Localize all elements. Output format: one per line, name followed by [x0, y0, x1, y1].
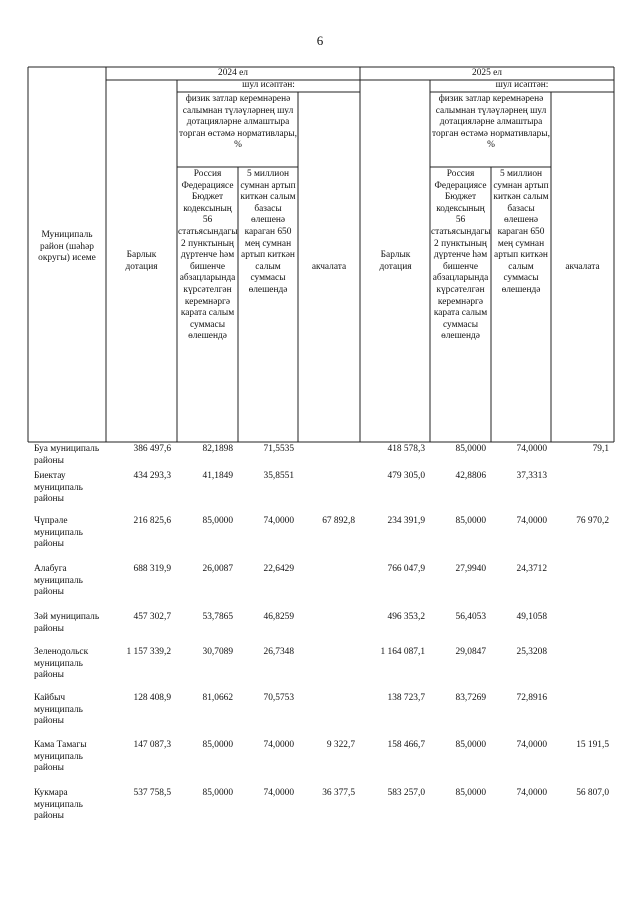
- district-name: Зәй муниципаль районы: [34, 612, 100, 634]
- total-2025: 1 164 087,1: [380, 647, 425, 657]
- district-name: Кукмара муниципаль районы: [34, 788, 83, 822]
- rf-2025: 85,0000: [455, 788, 486, 798]
- district-name: Алабуга муниципаль районы: [34, 564, 83, 598]
- normatives-2025-header: физик затлар керемнәренә салымнан түләүләрнең шул дотацияләрне алмаштыра торган өстәмә нормативлары, %: [432, 94, 550, 151]
- district-name: Буа муниципаль районы: [34, 444, 100, 466]
- normatives-2024-header: физик затлар керемнәренә салымнан түләүләрнең шул дотацияләрне алмаштыра торган өстәмә нормативлары, %: [179, 94, 297, 151]
- rf-2025: 56,4053: [455, 612, 486, 622]
- total-2024: 128 408,9: [133, 693, 171, 703]
- cash-2025: 79,1: [592, 444, 609, 454]
- rf-2025: 27,9940: [455, 564, 486, 574]
- rf-2025: 29,0847: [455, 647, 486, 657]
- year-2025-header: 2025 ел: [472, 68, 502, 78]
- m5-2025: 74,0000: [516, 788, 547, 798]
- m5-2025: 49,1058: [516, 612, 547, 622]
- m5-2025: 25,3208: [516, 647, 547, 657]
- rf-2025: 85,0000: [455, 444, 486, 454]
- rf-2024: 41,1849: [202, 471, 233, 481]
- total-2025: 766 047,9: [387, 564, 425, 574]
- total-2025-header: Барлык дотация: [379, 250, 412, 272]
- m5-2025: 74,0000: [516, 740, 547, 750]
- m5-2024: 74,0000: [263, 516, 294, 526]
- m5-2025: 74,0000: [516, 444, 547, 454]
- total-2024: 688 319,9: [133, 564, 171, 574]
- total-2024: 147 087,3: [133, 740, 171, 750]
- 5m-base-2025-header: 5 миллион сумнан артып киткән салым базасы өлешенә караган 650 мең сумнан артып киткән салым суммасы өлешендә: [493, 169, 549, 295]
- rf-2024: 81,0662: [202, 693, 233, 703]
- m5-2025: 74,0000: [516, 516, 547, 526]
- year-2024-header: 2024 ел: [218, 68, 248, 78]
- total-2025: 479 305,0: [387, 471, 425, 481]
- total-2025: 158 466,7: [387, 740, 425, 750]
- total-2024: 434 293,3: [133, 471, 171, 481]
- district-name: Чүпрәле муниципаль районы: [34, 516, 83, 550]
- m5-2024: 22,6429: [263, 564, 294, 574]
- district-name: Кама Тамагы муниципаль районы: [34, 740, 87, 774]
- total-2025: 418 578,3: [387, 444, 425, 454]
- m5-2024: 74,0000: [263, 740, 294, 750]
- rf-budget-code-2025-header: Россия Федерациясе Бюджет кодексының 56 статьясындагы 2 пунктының дүртенче һәм бишенче абзацларында күрсәтелгән керемнәргә карата салым суммасы өлешендә: [431, 169, 491, 342]
- total-2024: 1 157 339,2: [126, 647, 171, 657]
- total-2024: 537 758,5: [133, 788, 171, 798]
- total-2024-header: Барлык дотация: [125, 250, 158, 272]
- rf-budget-code-2024-header: Россия Федерациясе Бюджет кодексының 56 статьясындагы 2 пунктының дүртенче һәм бишенче абзацларында күрсәтелгән керемнәргә карата салым суммасы өлешендә: [178, 169, 238, 342]
- district-name: Зеленодольск муниципаль районы: [34, 647, 89, 681]
- rf-2025: 42,8806: [455, 471, 486, 481]
- rf-2024: 26,0087: [202, 564, 233, 574]
- cash-2025: 15 191,5: [576, 740, 609, 750]
- cash-2024-header: акчалата: [311, 262, 347, 272]
- including-2024: шул исәптән:: [242, 80, 295, 90]
- total-2025: 496 353,2: [387, 612, 425, 622]
- total-2024: 216 825,6: [133, 516, 171, 526]
- cash-2024: 36 377,5: [322, 788, 355, 798]
- rf-2025: 83,7269: [455, 693, 486, 703]
- m5-2024: 46,8259: [263, 612, 294, 622]
- district-column-header: Муниципаль район (шәһәр округы) исеме: [38, 230, 96, 264]
- rf-2024: 53,7865: [202, 612, 233, 622]
- cash-2025: 76 970,2: [576, 516, 609, 526]
- m5-2024: 35,8551: [263, 471, 294, 481]
- 5m-base-2024-header: 5 миллион сумнан артып киткән салым базасы өлешенә караган 650 мең сумнан артып киткән салым суммасы өлешендә: [240, 169, 296, 295]
- total-2025: 138 723,7: [387, 693, 425, 703]
- cash-2024: 9 322,7: [326, 740, 355, 750]
- total-2025: 234 391,9: [387, 516, 425, 526]
- total-2025: 583 257,0: [387, 788, 425, 798]
- cash-2025: 56 807,0: [576, 788, 609, 798]
- m5-2024: 74,0000: [263, 788, 294, 798]
- total-2024: 457 302,7: [133, 612, 171, 622]
- rf-2024: 85,0000: [202, 788, 233, 798]
- rf-2024: 85,0000: [202, 740, 233, 750]
- district-name: Биектау муниципаль районы: [34, 471, 83, 505]
- m5-2024: 26,7348: [263, 647, 294, 657]
- m5-2025: 72,8916: [516, 693, 547, 703]
- page-number: 6: [316, 33, 324, 48]
- m5-2025: 24,3712: [516, 564, 547, 574]
- cash-2024: 67 892,8: [322, 516, 355, 526]
- total-2024: 386 497,6: [133, 444, 171, 454]
- rf-2024: 85,0000: [202, 516, 233, 526]
- m5-2024: 71,5535: [263, 444, 294, 454]
- including-2025: шул исәптән:: [495, 80, 549, 90]
- m5-2025: 37,3313: [516, 471, 547, 481]
- rf-2025: 85,0000: [455, 516, 486, 526]
- district-name: Кайбыч муниципаль районы: [34, 693, 83, 727]
- rf-2024: 30,7089: [202, 647, 233, 657]
- m5-2024: 70,5753: [263, 693, 294, 703]
- cash-2025-header: акчалата: [565, 262, 600, 272]
- rf-2024: 82,1898: [202, 444, 233, 454]
- rf-2025: 85,0000: [455, 740, 486, 750]
